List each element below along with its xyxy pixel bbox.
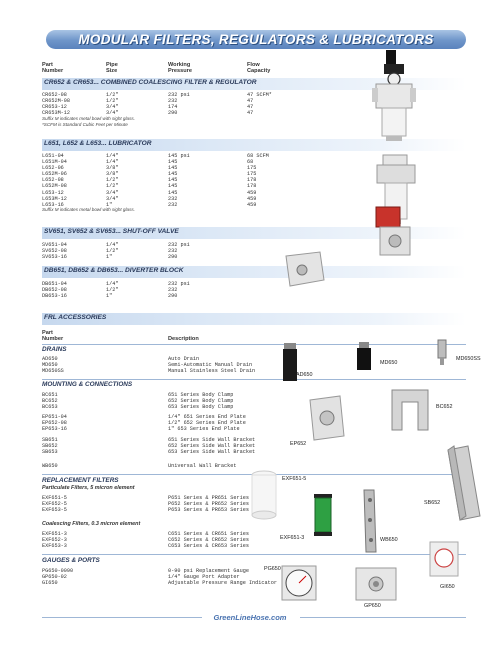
list-item: 290 (168, 254, 178, 261)
list-item: 232 (168, 98, 178, 105)
db-sizes (106, 281, 118, 299)
list-item: 68 (247, 159, 254, 166)
mount-parts-2 (42, 414, 67, 432)
db-pressures (168, 281, 190, 299)
list-item: 290 (168, 293, 178, 300)
list-item: L653M-12 (42, 195, 67, 202)
list-item: 3/8" (106, 165, 119, 172)
frl-header-desc: Description (168, 336, 199, 342)
list-item: L652M-08 (42, 183, 67, 190)
cr-note-1: Suffix M indicates metal bowl with sight glass. (42, 116, 135, 121)
list-item: 1/4" (106, 153, 119, 159)
list-item: P651 Series & PR651 Series (168, 495, 249, 501)
list-item: 232 psi (168, 242, 190, 248)
list-item: 651 Series Side Wall Bracket (168, 437, 256, 443)
list-item: 47 (247, 98, 254, 105)
list-item: 1/2" (106, 287, 119, 294)
shutoff-valve-image (370, 207, 420, 257)
list-item: 178 (247, 177, 257, 184)
list-item: 174 (168, 104, 178, 111)
cr-sizes (106, 92, 118, 116)
side-wall-bracket-image (446, 446, 482, 522)
list-item: 145 (168, 171, 178, 178)
list-item: 1/2" (106, 98, 119, 105)
list-item: Semi-Automatic Manual Drain (168, 362, 253, 369)
label-exf651-3: EXF651-3 (280, 535, 305, 541)
cr-pressures (168, 92, 190, 116)
list-item: 145 (168, 159, 178, 166)
list-item: 1" (106, 201, 113, 208)
list-item: 1/4" Gauge Port Adapter (168, 574, 240, 581)
divider (42, 379, 466, 380)
list-item: L652-06 (42, 165, 64, 172)
diverter-block-image (280, 250, 326, 290)
cr-parts (42, 92, 70, 116)
list-item: 1/2" 652 Series End Plate (168, 420, 246, 427)
list-item: C651 Series & CR651 Series (168, 531, 249, 537)
list-item: WB650 (42, 463, 58, 469)
mount-descs-2 (168, 414, 246, 432)
list-item: L652M-06 (42, 171, 67, 178)
list-item: Manual Stainless Steel Drain (168, 368, 256, 375)
list-item: Universal Wall Bracket (168, 463, 237, 469)
list-item: 459 (247, 201, 257, 208)
divider (42, 344, 466, 345)
list-item: 68 SCFM (247, 153, 269, 159)
label-wb650: WB650 (380, 537, 398, 543)
l-sizes (106, 153, 118, 208)
list-item: GI650 (42, 580, 58, 587)
repl-descs-1 (168, 495, 249, 513)
label-sb652: SB652 (424, 500, 441, 506)
list-item: 652 Series Side Wall Bracket (168, 443, 256, 450)
list-item: EXF651-5 (42, 495, 67, 501)
list-item: CR653M-12 (42, 110, 71, 117)
repl-descs-2 (168, 531, 249, 549)
list-item: 145 psi (168, 153, 190, 159)
list-item: BC653 (42, 404, 58, 411)
list-item: 3/4" (106, 195, 119, 202)
list-item: 653 Series Body Clamp (168, 404, 234, 411)
replacement-title: REPLACEMENT FILTERS (42, 477, 119, 484)
header-pressure: Working Pressure (168, 62, 192, 75)
list-item: 651 Series Body Clamp (168, 392, 234, 398)
list-item: 47 SCFM* (247, 92, 272, 98)
list-item: 232 psi (168, 281, 190, 287)
list-item: 1" (106, 293, 113, 300)
list-item: 175 (247, 165, 257, 172)
pressure-indicator-image (428, 540, 460, 580)
sv-pressures (168, 242, 190, 260)
drain-parts (42, 356, 64, 374)
list-item: EXF653-3 (42, 543, 67, 550)
list-item: SV652-08 (42, 248, 67, 255)
repl-parts-2 (42, 531, 67, 549)
list-item: 232 (168, 201, 178, 208)
list-item: 1/4" (106, 281, 119, 287)
l-note: Suffix M indicates metal bowl with sight glass. (42, 207, 135, 212)
list-item: 178 (247, 183, 257, 190)
l-flows (247, 153, 269, 208)
list-item: 3/4" (106, 189, 119, 196)
section-bar-frl: FRL ACCESSORIES (42, 313, 466, 325)
footer-website-link[interactable]: GreenLineHose.com (213, 613, 287, 622)
db-parts (42, 281, 67, 299)
coalescing-filter-image (312, 494, 334, 538)
list-item: 1/4" (106, 242, 119, 248)
mount-parts-4 (42, 463, 58, 469)
list-item: 0-90 psi Replacement Gauge (168, 568, 249, 574)
pressure-gauge-image (280, 564, 318, 602)
header-pipe: Pipe Size (106, 62, 118, 75)
list-item: SV651-04 (42, 242, 67, 248)
list-item: DB651-04 (42, 281, 67, 287)
list-item: 1" (106, 254, 113, 261)
list-item: PG650-0090 (42, 568, 74, 574)
gauge-parts (42, 568, 73, 586)
list-item: C653 Series & CR653 Series (168, 543, 249, 550)
label-exf651-5: EXF651-5 (282, 476, 307, 482)
list-item: 652 Series Body Clamp (168, 398, 234, 405)
label-md650: MD650 (380, 360, 398, 366)
label-gp650: GP650 (364, 603, 381, 609)
list-item: 3/4" (106, 110, 119, 117)
section-bar-diverter: DB651, DB652 & DB653... DIVERTER BLOCK (42, 266, 466, 278)
replacement-sub-1: Particulate Filters, 5 micron element (42, 485, 135, 491)
sv-sizes (106, 242, 118, 260)
list-item: 1/2" (106, 248, 119, 255)
list-item: EXF651-3 (42, 531, 67, 537)
list-item: 232 (168, 287, 178, 294)
list-item: 459 (247, 189, 257, 196)
list-item: 145 (168, 165, 178, 172)
list-item: 1/2" (106, 92, 119, 98)
list-item: SB652 (42, 443, 58, 450)
end-plate-image (306, 396, 346, 442)
list-item: 3/4" (106, 104, 119, 111)
filter-regulator-image (372, 50, 422, 142)
list-item: 3/8" (106, 171, 119, 178)
list-item: 1/2" (106, 183, 119, 190)
auto-drain-image (280, 343, 300, 385)
list-item: L653-16 (42, 201, 64, 208)
list-item: P653 Series & PR653 Series (168, 507, 249, 514)
list-item: P652 Series & PR652 Series (168, 501, 249, 508)
mount-parts-3 (42, 437, 58, 455)
list-item: 1/4" 651 Series End Plate (168, 414, 246, 420)
gauge-descs (168, 568, 277, 586)
section-bar-cr: CR652 & CR653... COMBINED COALESCING FILTER & REGULATOR (42, 78, 466, 90)
repl-parts-1 (42, 495, 67, 513)
list-item: L651-04 (42, 153, 64, 159)
drains-title: DRAINS (42, 346, 67, 353)
label-pg650: PG650 (264, 566, 281, 572)
mount-descs-3 (168, 437, 255, 455)
list-item: 145 (168, 177, 178, 184)
list-item: SV653-16 (42, 254, 67, 261)
list-item: 1/4" (106, 159, 119, 166)
list-item: C652 Series & CR652 Series (168, 537, 249, 544)
mount-descs-1 (168, 392, 233, 410)
list-item: CR652M-08 (42, 98, 71, 105)
list-item: 145 (168, 183, 178, 190)
mount-descs-4 (168, 463, 237, 469)
list-item: L652-08 (42, 177, 64, 184)
list-item: 175 (247, 171, 257, 178)
label-gi650: GI650 (440, 584, 455, 590)
list-item: SB653 (42, 449, 58, 456)
list-item: 232 (168, 195, 178, 202)
wall-bracket-image (360, 490, 378, 554)
page-title: MODULAR FILTERS, REGULATORS & LUBRICATORS (46, 30, 466, 49)
label-md650ss: MD650SS (456, 356, 481, 362)
list-item: EXF653-5 (42, 507, 67, 514)
manual-drain-image (354, 342, 374, 372)
l-parts (42, 153, 67, 208)
list-item: MD650SS (42, 368, 64, 375)
list-item: Adjustable Pressure Range Indicator (168, 580, 277, 587)
list-item: CR653-12 (42, 104, 67, 111)
list-item: EP652-08 (42, 420, 67, 427)
list-item: 232 (168, 248, 178, 255)
list-item: CR652-08 (42, 92, 67, 98)
stainless-drain-image (436, 340, 448, 366)
list-item: SB651 (42, 437, 58, 443)
list-item: 232 psi (168, 92, 190, 98)
gauges-title: GAUGES & PORTS (42, 557, 100, 564)
frl-header-part: Part Number (42, 330, 64, 343)
list-item: AD650 (42, 356, 58, 362)
list-item: L651M-04 (42, 159, 67, 166)
mount-parts-1 (42, 392, 58, 410)
list-item: 145 (168, 189, 178, 196)
cr-flows (247, 92, 272, 116)
label-ep652: EP652 (290, 441, 307, 447)
list-item: MD650 (42, 362, 58, 369)
section-bar-shutoff: SV651, SV652 & SV653... SHUT-OFF VALVE (42, 227, 466, 239)
replacement-sub-2: Coalescing Filters, 0.3 micron element (42, 521, 141, 527)
header-part: Part Number (42, 62, 64, 75)
list-item: GP650-02 (42, 574, 67, 581)
list-item: DB652-08 (42, 287, 67, 294)
l-pressures (168, 153, 190, 208)
list-item: 1" 653 Series End Plate (168, 426, 240, 433)
sv-parts (42, 242, 67, 260)
particulate-filter-image (250, 470, 278, 520)
list-item: 653 Series Side Wall Bracket (168, 449, 256, 456)
list-item: EP651-04 (42, 414, 67, 420)
mounting-title: MOUNTING & CONNECTIONS (42, 381, 133, 388)
list-item: 47 (247, 110, 254, 117)
body-clamp-image (388, 386, 436, 434)
header-flow: Flow Capacity (247, 62, 271, 75)
list-item: L653-12 (42, 189, 64, 196)
list-item: Auto Drain (168, 356, 200, 362)
list-item: BC651 (42, 392, 58, 398)
cr-note-2: *SCFM is Standard Cubic Feet per Minute (42, 122, 128, 127)
gauge-port-image (354, 566, 398, 602)
list-item: BC652 (42, 398, 58, 405)
list-item: EXF652-5 (42, 501, 67, 508)
list-item: 47 (247, 104, 254, 111)
drain-descs (168, 356, 255, 374)
label-ad650: AD650 (296, 372, 313, 378)
list-item: 1/2" (106, 177, 119, 184)
list-item: EP653-16 (42, 426, 67, 433)
section-bar-lubricator: L651, L652 & L653... LUBRICATOR (42, 139, 466, 151)
list-item: DB653-16 (42, 293, 67, 300)
label-bc652: BC652 (436, 404, 453, 410)
list-item: EXF652-3 (42, 537, 67, 544)
list-item: 459 (247, 195, 257, 202)
list-item: 290 (168, 110, 178, 117)
divider (42, 554, 466, 555)
